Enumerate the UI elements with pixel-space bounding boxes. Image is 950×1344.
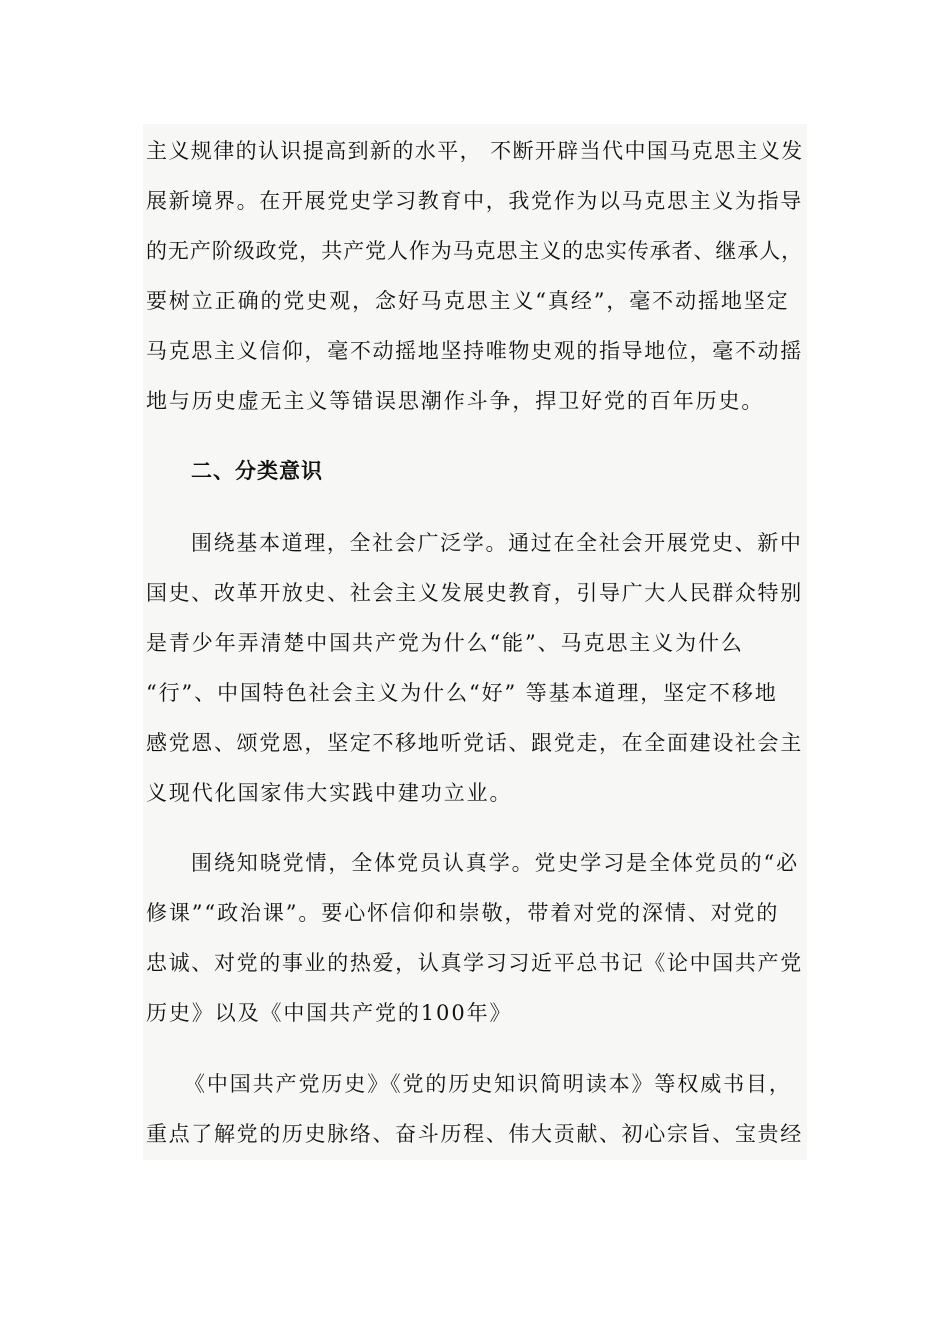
paragraph-1-line-3: 的无产阶级政党，共产党人作为马克思主义的忠实传承者、继承人， [146,239,803,263]
paragraph-1-line-1: 主义规律的认识提高到新的水平， 不断开辟当代中国马克思主义发 [146,139,804,163]
paragraph-4-line-2: 重点了解党的历史脉络、奋斗历程、伟大贡献、初心宗旨、宝贵经 [146,1122,803,1146]
paragraph-2-line-6: 义现代化国家伟大实践中建功立业。 [146,781,513,805]
section-heading: 二、分类意识 [191,459,323,483]
paragraph-2-line-2: 国史、改革开放史、社会主义发展史教育，引导广大人民群众特别 [146,581,803,605]
paragraph-2-line-1: 围绕基本道理，全社会广泛学。通过在全社会开展党史、新中 [191,531,803,555]
paragraph-4-line-1: 《中国共产党历史》《党的历史知识简明读本》等权威书目， [184,1072,792,1096]
paragraph-1-line-2: 展新境界。在开展党史学习教育中，我党作为以马克思主义为指导 [146,189,803,213]
paragraph-2-line-3: 是青少年弄清楚中国共产党为什么“能”、马克思主义为什么 [146,631,744,655]
paragraph-3-line-2: 修课”“政治课”。要心怀信仰和崇敬，带着对党的深情、对党的 [146,901,780,925]
paragraph-3-line-4: 历史》以及《中国共产党的100年》 [146,1001,513,1025]
paragraph-2-line-5: 感党恩、颂党恩，坚定不移地听党话、跟党走，在全面建设社会主 [146,731,803,755]
paragraph-3-line-1: 围绕知晓党情，全体党员认真学。党史学习是全体党员的“必 [191,851,800,875]
paragraph-3-line-3: 忠诚、对党的事业的热爱，认真学习习近平总书记《论中国共产党 [146,951,803,975]
paragraph-1-line-6: 地与历史虚无主义等错误思潮作斗争，捍卫好党的百年历史。 [146,389,765,413]
paragraph-2-line-4: “行”、中国特色社会主义为什么“好” 等基本道理，坚定不移地 [146,681,778,705]
paragraph-1-line-5: 马克思主义信仰，毫不动摇地坚持唯物史观的指导地位，毫不动摇 [146,339,803,363]
paragraph-1-line-4: 要树立正确的党史观，念好马克思主义“真经”，毫不动摇地坚定 [146,289,790,313]
